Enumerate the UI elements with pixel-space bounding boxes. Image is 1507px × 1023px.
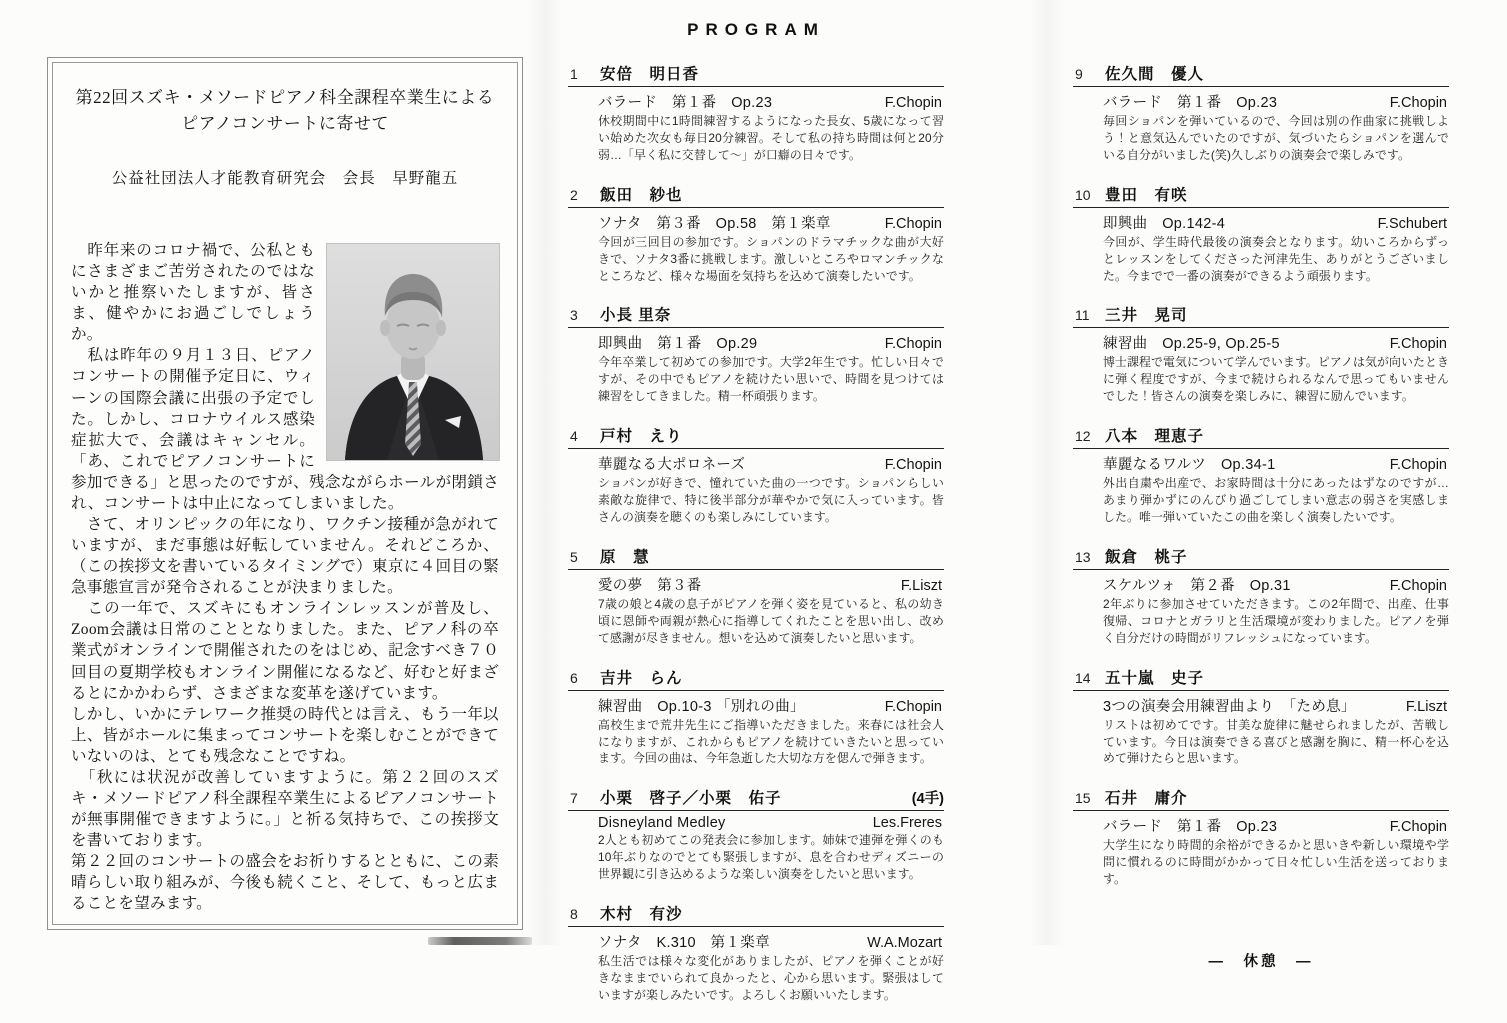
program-item-description: 今回が三回目の参加です。ショパンのドラマチックな曲が大好きで、ソナタ3番に挑戦します。激しいところやロマンチックなところなど、様々な場面を気持ちを込めて演奏したいです。 — [598, 234, 944, 283]
program-item-piece: Disneyland Medley — [598, 815, 726, 832]
program-item-piece: 華麗なるワルツ Op.34-1 — [1103, 457, 1276, 474]
program-item-composer: F.Liszt — [900, 577, 942, 594]
program-item-performer: 戸村 えり — [600, 428, 683, 446]
letter-title-line2: ピアノコンサートに寄せて — [181, 113, 389, 133]
program-item-composer: F.Liszt — [1405, 698, 1447, 715]
program-item-composer: Les.Freres — [872, 815, 942, 832]
program-item-number: 4 — [570, 428, 578, 445]
program-item-piece: スケルツォ 第２番 Op.31 — [1103, 577, 1291, 594]
program-item-performer: 吉井 らん — [600, 669, 683, 687]
program-item-number: 14 — [1075, 669, 1091, 686]
program-item-piece-row — [1073, 811, 1449, 837]
program-item-name-row — [568, 786, 944, 811]
program-item-composer: F.Chopin — [884, 698, 942, 715]
program-item-piece-row — [1073, 87, 1449, 113]
program-item-performer: 五十嵐 史子 — [1105, 669, 1205, 687]
program-item — [1073, 183, 1449, 285]
program-item — [568, 183, 944, 285]
program-item-composer: F.Chopin — [1389, 95, 1447, 111]
scan-artifact-smudge — [428, 937, 532, 945]
program-item-name-row — [1073, 62, 1449, 87]
program-item-name-row — [568, 545, 944, 570]
letter-title-line1: 第22回スズキ・メソードピアノ科全課程卒業生による — [75, 88, 495, 107]
program-item-name-row — [568, 62, 944, 87]
program-item-piece: バラード 第１番 Op.23 — [1103, 95, 1278, 111]
program-item-description: 私生活では様々な変化がありましたが、ピアノを弾くことが好きなままでいられて良かったと、心から思います。緊張はしていますが楽しみたいです。よろしくお願いいたします。 — [598, 954, 944, 1002]
program-item-number: 5 — [570, 548, 578, 565]
program-item-performer: 小栗 啓子／小栗 佑子 — [600, 790, 782, 808]
program-item-name-row — [568, 303, 944, 328]
program-item-description: 2年ぶりに参加させていただきます。この2年間で、出産、仕事復帰、コロナとガラリと生活環境が変わりました。ピアノを弾く自分だけの時間がリフレッシュになっています。 — [1103, 596, 1449, 645]
program-item-piece: 3つの演奏会用練習曲より 「ため息」 — [1103, 698, 1356, 715]
program-item-piece: 練習曲 Op.25-9, Op.25-5 — [1103, 336, 1280, 353]
program-item-piece: 華麗なる大ポロネーズ — [598, 457, 746, 474]
program-item-description: ショパンが好きで、憧れていた曲の一つです。ショパンらしい素敵な旋律で、特に後半部分が華やかで気に入っています。皆さんの演奏を聴くのも楽しみにしています。 — [598, 476, 944, 524]
program-item-piece-row — [1073, 208, 1449, 234]
program-item-description: 今回が、学生時代最後の演奏会となります。幼いころからずっとレッスンをしてくださった河津先生、ありがとうございました。今までで一番の演奏ができるよう頑張ります。 — [1103, 234, 1449, 283]
program-item-piece: バラード 第１番 Op.23 — [598, 95, 773, 111]
program-item-composer: W.A.Mozart — [867, 935, 942, 952]
program-item-description: 毎回ショパンを弾いているので、今回は別の作曲家に挑戦しよう！と意気込んでいたのですが、気づいたらショパンを選んでいる自分がいました(笑)久しぶりの演奏会で楽しみです。 — [1103, 114, 1449, 162]
program-item-number: 2 — [570, 186, 578, 203]
letter-paragraph: 第２２回のコンサートの盛会をお祈りするとともに、この素晴らしい取り組みが、今後も続くこと、そして、もっと広まることを望みます。 — [71, 853, 499, 913]
program-item-piece-row — [568, 570, 944, 596]
program-item-performer: 原 慧 — [600, 548, 650, 566]
letter-paragraph: 昨年来のコロナ禍で、公私ともにさまざまご苦労されたのではないかと推察いたしますが、皆さま、健やかにお過ごしでしょうか。 — [71, 242, 315, 344]
program-item-piece-row — [1073, 691, 1449, 717]
program-item — [568, 786, 944, 883]
program-item-number: 9 — [1075, 66, 1083, 82]
program-item-performer: 小長 里奈 — [600, 307, 672, 325]
program-item-performer: 安倍 明日香 — [600, 66, 700, 83]
program-item — [568, 424, 944, 526]
greeting-letter — [52, 62, 518, 925]
program-item-piece-row — [1073, 570, 1449, 596]
program-item — [1073, 62, 1449, 164]
program-item-piece-row — [568, 449, 944, 475]
program-item-composer: F.Chopin — [884, 457, 942, 474]
program-item-name-row — [1073, 424, 1449, 449]
program-item-piece-row — [568, 927, 944, 953]
program-item-piece-row — [568, 87, 944, 113]
program-item — [1073, 666, 1449, 768]
program-item — [1073, 424, 1449, 526]
program-item-piece-row — [568, 811, 944, 832]
program-item-number: 15 — [1075, 790, 1091, 807]
program-item-number: 6 — [570, 669, 578, 686]
program-item-description: リストは初めてです。甘美な旋律に魅せられましたが、苦戦しています。今日は演奏できる喜びと感謝を胸に、精一杯心を込めて弾けたらと思います。 — [1103, 717, 1449, 766]
program-item-performer: 木村 有沙 — [600, 906, 683, 924]
program-item-annotation: (4手) — [911, 791, 944, 808]
program-item-piece: 愛の夢 第３番 — [598, 577, 702, 594]
letter-paragraph: しかし、いかにテレワーク推奨の時代とは言え、もう一年以上、皆がホールに集まってコンサートを楽しむことができていないのは、とても残念なことですね。 — [71, 705, 499, 765]
program-item-name-row — [1073, 183, 1449, 208]
chairman-portrait-photo — [327, 244, 499, 460]
letter-paragraph: この一年で、スズキにもオンラインレッスンが普及し、Zoom会議は日常のこととなりました。また、ピアノ科の卒業式がオンラインで開催されたのをはじめ、記念すべき７０回目の夏期学校もオンライン開催になるなど、好むと好まざるとにかかわらず、さまざまな変革を遂げています。 — [71, 600, 499, 702]
program-item — [1073, 786, 1449, 888]
program-item-number: 13 — [1075, 548, 1091, 565]
program-item-number: 7 — [570, 790, 578, 807]
program-item-number: 3 — [570, 307, 578, 324]
letter-body — [71, 240, 499, 915]
program-item-name-row — [568, 902, 944, 927]
program-item-name-row — [1073, 786, 1449, 811]
program-item-performer: 飯倉 桃子 — [1105, 548, 1188, 566]
program-item-number: 8 — [570, 906, 578, 923]
program-item-description: 休校期間中に1時間練習するようになった長女、5歳になって習い始めた次女も毎日20分練習。そして私の持ち時間は何と20分弱…「早く私に交替して～」が口癖の日々です。 — [598, 114, 944, 162]
program-item-composer: F.Chopin — [1389, 577, 1447, 594]
program-item-description: 博士課程で電気について学んでいます。ピアノは気が向いたときに弾く程度ですが、今まで続けられるなんで思ってもいませんでした！皆さんの演奏を楽しみに、練習に励んでいます。 — [1103, 355, 1449, 404]
letter-author: 公益社団法人才能教育研究会 会長 早野龍五 — [111, 170, 459, 187]
program-item-piece: 即興曲 Op.142-4 — [1103, 215, 1226, 232]
page-fold-shadow — [1030, 0, 1064, 945]
program-item-piece: ソナタ K.310 第１楽章 — [598, 935, 770, 952]
intermission-label: ― 休憩 ― — [1208, 954, 1314, 971]
program-header: PROGRAM — [687, 20, 825, 39]
program-item-performer: 三井 晃司 — [1105, 307, 1188, 325]
program-item-piece-row — [568, 208, 944, 234]
program-item-piece: 即興曲 第１番 Op.29 — [598, 336, 758, 353]
program-item-description: 外出自粛や出産で、お家時間は十分にあったはずなのですが…あまり弾かずにのんびり過ごしてしまい意志の弱さを実感しました。唯一弾いていたこの曲を楽しく演奏したいです。 — [1103, 476, 1449, 524]
program-item-number: 11 — [1075, 307, 1090, 324]
program-item-piece: バラード 第１番 Op.23 — [1103, 819, 1278, 836]
program-item-piece-row — [568, 328, 944, 354]
program-item — [568, 303, 944, 405]
program-item-description: 大学生になり時間的余裕ができるかと思いきや新しい環境や学問に慣れるのに時間がかかって日々忙しい生活を送っております。 — [1103, 838, 1449, 887]
program-item-name-row — [1073, 303, 1449, 328]
program-item-name-row — [568, 183, 944, 208]
program-item-piece-row — [1073, 449, 1449, 475]
program-item-number: 12 — [1075, 428, 1091, 445]
program-item-performer: 佐久間 優人 — [1105, 66, 1205, 83]
program-item-name-row — [1073, 666, 1449, 691]
letter-paragraph: さて、オリンピックの年になり、ワクチン接種が急がれていますが、まだ事態は好転していません。それどころか、（この挨拶文を書いているタイミングで）東京に４回目の緊急事態宣言が発令されることが決まりました。 — [71, 516, 499, 597]
program-item — [1073, 303, 1449, 405]
program-item-piece-row — [1073, 328, 1449, 354]
letter-title — [71, 85, 499, 136]
program-item-performer: 八本 理恵子 — [1105, 428, 1205, 446]
program-item-composer: F.Schubert — [1377, 215, 1447, 232]
program-item-performer: 飯田 紗也 — [600, 186, 683, 204]
letter-paragraph: 「秋には状況が改善していますように。第２２回のスズキ・メソードピアノ科全課程卒業生によるピアノコンサートが無事開催できますように。」と祈る気持ちで、この挨拶文を書いております。 — [71, 768, 499, 850]
program-item-performer: 豊田 有咲 — [1105, 186, 1188, 204]
program-item — [1073, 545, 1449, 647]
program-item-composer: F.Chopin — [884, 215, 942, 232]
program-item-composer: F.Chopin — [1389, 819, 1447, 836]
program-item — [568, 545, 944, 647]
program-item-composer: F.Chopin — [884, 95, 942, 111]
program-item-description: 高校生まで荒井先生にご指導いただきました。来春には社会人になりますが、これからもピアノを続けていきたいと思っています。今回の曲は、今年急逝した大切な方を偲んで弾きます。 — [598, 717, 944, 766]
program-item-name-row — [568, 666, 944, 691]
program-item-description: 2人とも初めてこの発表会に参加します。姉妹で連弾を弾くのも10年ぶりなのでとても緊張しますが、息を合わせディズニーの世界観に引き込めるような楽しい演奏をしたいと思います。 — [598, 833, 944, 882]
program-item-number: 1 — [570, 66, 578, 82]
program-item-performer: 石井 庸介 — [1105, 790, 1188, 808]
program-item-piece: 練習曲 Op.10-3 「別れの曲」 — [598, 698, 805, 715]
program-item-piece-row — [568, 691, 944, 717]
program-item-name-row — [568, 424, 944, 449]
program-item — [568, 666, 944, 768]
letter-paragraph: 私は昨年の９月１３日、ピアノコンサートの開催予定日に、ウィーンの国際会議に出張の予定でした。しかし、コロナウイルス感染症拡大で、会議はキャンセル。「あ、これでピアノコンサートに参加できる」と思ったのですが、残念ながらホールが閉鎖され、コンサートは中止になってしまいました。 — [71, 347, 499, 512]
program-item-name-row — [1073, 545, 1449, 570]
program-item-description: 7歳の娘と4歳の息子がピアノを弾く姿を見ていると、私の幼き頃に恩師や両親が熱心に指導してくれたことを思い出し、改めて感謝が尽きません。想いを込めて演奏したいと思います。 — [598, 596, 944, 645]
program-item-number: 10 — [1075, 186, 1091, 203]
program-column-middle — [568, 62, 944, 1023]
page-fold-shadow — [528, 0, 562, 945]
program-item — [568, 62, 944, 164]
program-item-piece: ソナタ 第３番 Op.58 第１楽章 — [598, 215, 831, 232]
program-item — [568, 902, 944, 1004]
portrait-illustration — [327, 244, 499, 460]
program-item-composer: F.Chopin — [884, 336, 942, 353]
greeting-letter-box — [47, 57, 523, 930]
program-column-right — [1073, 62, 1449, 971]
program-item-composer: F.Chopin — [1389, 457, 1447, 474]
program-item-description: 今年卒業して初めての参加です。大学2年生です。忙しい日々ですが、その中でもピアノを続けたい思いで、時間を見つけては練習をしてきました。精一杯頑張ります。 — [598, 355, 944, 404]
program-item-composer: F.Chopin — [1389, 336, 1447, 353]
